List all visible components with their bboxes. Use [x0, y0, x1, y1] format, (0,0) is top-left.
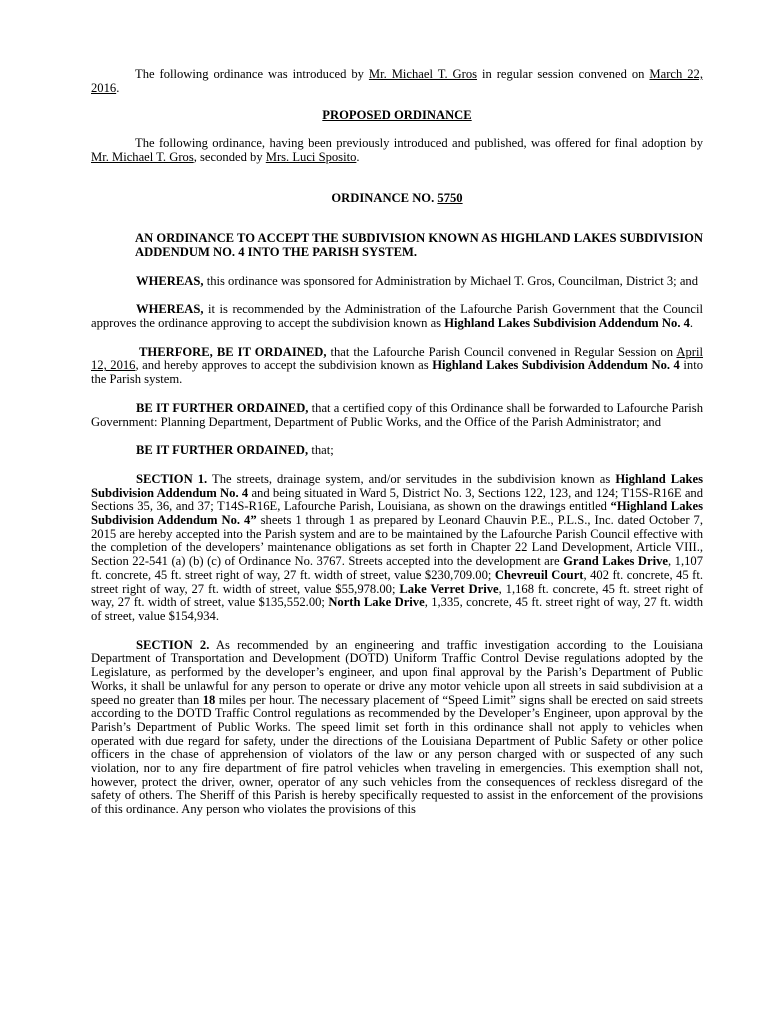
- further-ordained-lead: BE IT FURTHER ORDAINED,: [136, 443, 309, 458]
- further-ordained-lead: BE IT FURTHER ORDAINED,: [136, 400, 309, 415]
- street-name: North Lake Drive: [328, 595, 425, 610]
- proposed-ordinance-heading: [91, 109, 703, 123]
- further-ordained-text: that a certified copy of this Ordinance shall be forwarded to Lafourche Parish Government: Planning Department, Department of Public Works, and the Office of the Parish Administrator; and: [91, 400, 703, 429]
- street-name: Grand Lakes Drive: [563, 554, 669, 569]
- whereas-recommend-paragraph: [91, 303, 703, 330]
- section-1-paragraph: [91, 473, 703, 624]
- ordinance-number: [91, 192, 703, 206]
- therefore-lead: THERFORE, BE IT ORDAINED,: [139, 344, 327, 359]
- ordinance-number-value: 5750: [437, 190, 463, 205]
- intro-paragraph: [91, 68, 703, 95]
- therefore-paragraph: [91, 346, 703, 387]
- street-details: , 402 ft. concrete, 45 ft. street right of way, 27 ft. width of street, value $55,978.00;: [91, 567, 703, 596]
- therefore-text: that the Lafourche Parish Council convened in Regular Session on: [326, 344, 677, 359]
- section-2-text: miles per hour. The necessary placement of “Speed Limit” signs shall be erected on said streets according to the DOTD Traffic Control regulations as recommended by the Developer’s Engineer, upon approval by the Parish’s Department of Public Works. The speed limit set forth in this ordinance shall not apply to vehicles when operated with due regard for safety, under the directions of the Louisiana Department of Public Safety or other police officers in the chase of apprehension of violators of the law or any person charged with or suspected of any such violation, nor to any fire department of fire patrol vehicles when traveling in emergencies. This exemption shall not, however, protect the driver, owner, operator of any such vehicles from the consequences of reckless disregard of the safety of others. The Sheriff of this Parish is hereby specifically requested to assist in the enforcement of the provisions of this ordinance. Any person who violates the provisions of this: [91, 692, 703, 817]
- ordinance-document: [91, 68, 703, 817]
- whereas-recommend-text: it is recommended by the Administration of the Lafourche Parish Government that the Council approves the ordinance approving to accept the subdivision known as: [91, 302, 703, 331]
- whereas-recommend-end: .: [689, 316, 694, 331]
- street-details: , 1,335, concrete, 45 ft. street right of way, 27 ft. width of street, value $154,934.: [91, 595, 703, 623]
- adoption-text: The following ordinance, having been previously introduced and published, was offered for final adoption by: [135, 136, 703, 151]
- further-ordained-that: [91, 444, 703, 458]
- ordinance-number-label: ORDINANCE NO.: [331, 190, 438, 205]
- ordinance-title: AN ORDINANCE TO ACCEPT THE SUBDIVISION KNOWN AS HIGHLAND LAKES SUBDIVISION ADDENDUM NO. 4 INTO THE PARISH SYSTEM.: [135, 231, 703, 259]
- section-2-lead: SECTION 2.: [136, 637, 210, 652]
- intro-text-end: .: [116, 80, 120, 95]
- section-1-text: sheets 1 through 1 as prepared by Leonard Chauvin P.E., P.L.S., Inc. dated October 7, 2015 are hereby accepted into the Parish system and are to be maintained by the Lafourche Parish Council effective with the completion of the developers’ maintenance obligations as set forth in Chapter 22 Land Development, Article VIII., Section 22-541 (a) (b) (c) of Ordinance No. 3767. Streets accepted into the development are: [91, 513, 703, 569]
- whereas-sponsor-paragraph: [91, 275, 703, 289]
- adoption-paragraph: [91, 137, 703, 164]
- therefore-text-end: into the Parish system.: [91, 358, 703, 387]
- introducer-name: Mr. Michael T. Gros: [368, 67, 478, 81]
- subdivision-name: Highland Lakes Subdivision Addendum No. 4: [432, 358, 680, 373]
- speed-limit-value: 18: [202, 692, 216, 707]
- subdivision-name: Highland Lakes Subdivision Addendum No. 4: [444, 316, 690, 331]
- seconded-by-name: Mrs. Luci Sposito: [265, 149, 357, 164]
- section-2-paragraph: [91, 639, 703, 817]
- regular-session-date: April 12, 2016: [91, 344, 703, 373]
- offered-by-name: Mr. Michael T. Gros: [91, 149, 194, 164]
- street-name: Chevreuil Court: [494, 567, 584, 582]
- section-1-text: The streets, drainage system, and/or servitudes in the subdivision known as: [207, 471, 616, 486]
- adoption-text-end: .: [356, 149, 360, 164]
- whereas-sponsor-text: this ordinance was sponsored for Administration by Michael T. Gros, Councilman, District 3; and: [203, 273, 699, 288]
- therefore-text-mid: , and hereby approves to accept the subdivision known as: [135, 358, 433, 373]
- section-2-text: As recommended by an engineering and traffic investigation according to the Louisiana Department of Transportation and Development (DOTD) Uniform Traffic Control Devise regulations adopted by the Legislature, as performed by the developer’s engineer, and upon final approval by the Parish’s Department of Public Works, it shall be unlawful for any person to operate or drive any motor vehicle upon all streets in said subdivision at a speed no greater than: [91, 637, 703, 707]
- section-1-text: and being situated in Ward 5, District No. 3, Sections 122, 123, and 124; T15S-R16E and Sections 35, 36, and 37; T14S-R16E, Lafourche Parish, Louisiana, as shown on the drawings entitled: [91, 485, 704, 514]
- whereas-lead: WHEREAS,: [136, 302, 204, 317]
- street-name: Lake Verret Drive: [399, 581, 499, 596]
- intro-text-mid: in regular session convened on: [477, 67, 650, 81]
- intro-text: The following ordinance was introduced by: [135, 67, 369, 81]
- adoption-text-mid: , seconded by: [193, 149, 266, 164]
- drawing-title: “Highland Lakes Subdivision Addendum No. 4”: [91, 499, 703, 528]
- proposed-heading-text: PROPOSED ORDINANCE: [322, 108, 472, 123]
- further-ordained-paragraph: [91, 402, 703, 429]
- whereas-lead: WHEREAS,: [136, 273, 204, 288]
- street-details: , 1,107 ft. concrete, 45 ft. street right of way, 27 ft. width of street, value $230,709.00;: [91, 554, 703, 582]
- introduction-date: March 22, 2016: [91, 67, 703, 95]
- section-1-lead: SECTION 1.: [136, 471, 208, 486]
- further-ordained-that-text: that;: [308, 443, 334, 458]
- street-details: , 1,168 ft. concrete, 45 ft. street right of way, 27 ft. width of street, value $135,552.00;: [91, 581, 704, 610]
- subdivision-name: Highland Lakes Subdivision Addendum No. 4: [91, 471, 703, 500]
